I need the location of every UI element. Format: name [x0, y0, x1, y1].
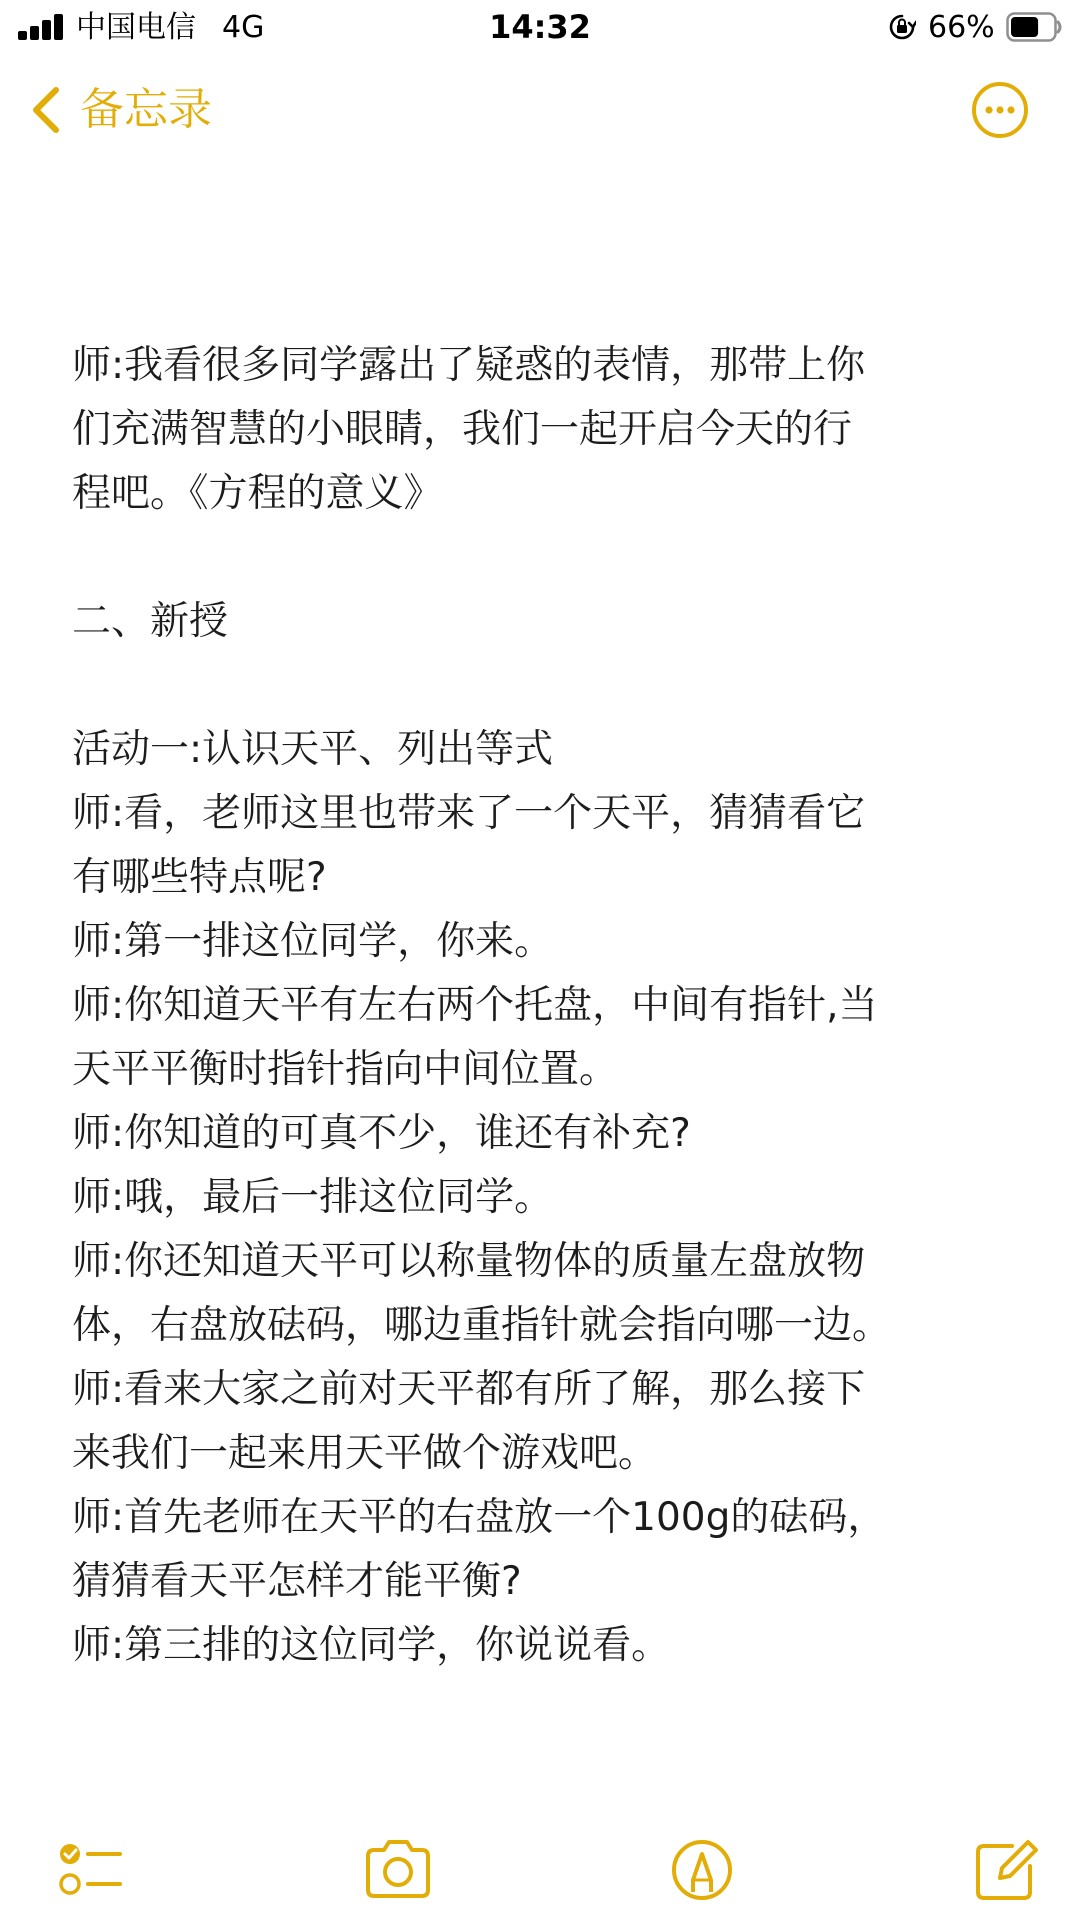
note-line: 师:你知道天平有左右两个托盘，中间有指针,当 — [72, 983, 878, 1028]
note-line: 天平平衡时指针指向中间位置。 — [72, 1047, 619, 1092]
note-line: 师:第一排这位同学，你来。 — [72, 919, 554, 964]
note-line: 程吧。《方程的意义》 — [72, 471, 443, 516]
markup-pen-icon — [662, 1830, 742, 1910]
battery-percentage: 66% — [928, 10, 995, 45]
carrier-name: 中国电信 — [76, 10, 196, 45]
compose-icon — [966, 1830, 1046, 1910]
markup-button[interactable] — [662, 1830, 742, 1910]
note-line: 师:我看很多同学露出了疑惑的表情，那带上你 — [72, 343, 866, 388]
note-line: 师:看来大家之前对天平都有所了解，那么接下 — [72, 1367, 866, 1412]
orientation-lock-icon — [888, 13, 916, 41]
note-line: 二、新授 — [72, 599, 229, 644]
navigation-bar — [0, 70, 1080, 150]
back-button[interactable] — [28, 80, 212, 140]
compose-button[interactable] — [966, 1830, 1046, 1910]
checklist-icon — [50, 1830, 130, 1910]
camera-button[interactable] — [358, 1830, 438, 1910]
back-label: 备忘录 — [80, 84, 212, 135]
note-line: 师:看，老师这里也带来了一个天平，猜猜看它 — [72, 791, 866, 836]
note-line: 猜猜看天平怎样才能平衡? — [72, 1559, 522, 1604]
chevron-left-icon — [28, 82, 64, 138]
note-line — [72, 526, 1022, 590]
note-line: 师:哦，最后一排这位同学。 — [72, 1175, 554, 1220]
battery-icon — [1006, 12, 1062, 42]
ellipsis-circle-icon — [970, 80, 1030, 140]
note-line: 师:你知道的可真不少，谁还有补充? — [72, 1111, 691, 1156]
note-line: 来我们一起来用天平做个游戏吧。 — [72, 1431, 658, 1476]
note-line: 活动一:认识天平、列出等式 — [72, 727, 554, 772]
note-line: 师:你还知道天平可以称量物体的质量左盘放物 — [72, 1239, 866, 1284]
checklist-button[interactable] — [50, 1830, 130, 1910]
note-line: 师:首先老师在天平的右盘放一个100g的砝码， — [72, 1495, 887, 1540]
more-options-button[interactable] — [970, 80, 1030, 140]
note-line — [72, 654, 1022, 718]
network-type: 4G — [222, 10, 265, 45]
camera-icon — [358, 1830, 438, 1910]
bottom-toolbar — [0, 1830, 1080, 1920]
status-time: 14:32 — [489, 8, 591, 46]
note-line: 体，右盘放砝码，哪边重指针就会指向哪一边。 — [72, 1303, 892, 1348]
note-line: 师:第三排的这位同学，你说说看。 — [72, 1623, 671, 1668]
status-bar — [0, 0, 1080, 56]
note-line: 有哪些特点呢? — [72, 855, 327, 900]
note-body[interactable] — [72, 334, 1022, 1678]
note-line: 们充满智慧的小眼睛，我们一起开启今天的行 — [72, 407, 853, 452]
